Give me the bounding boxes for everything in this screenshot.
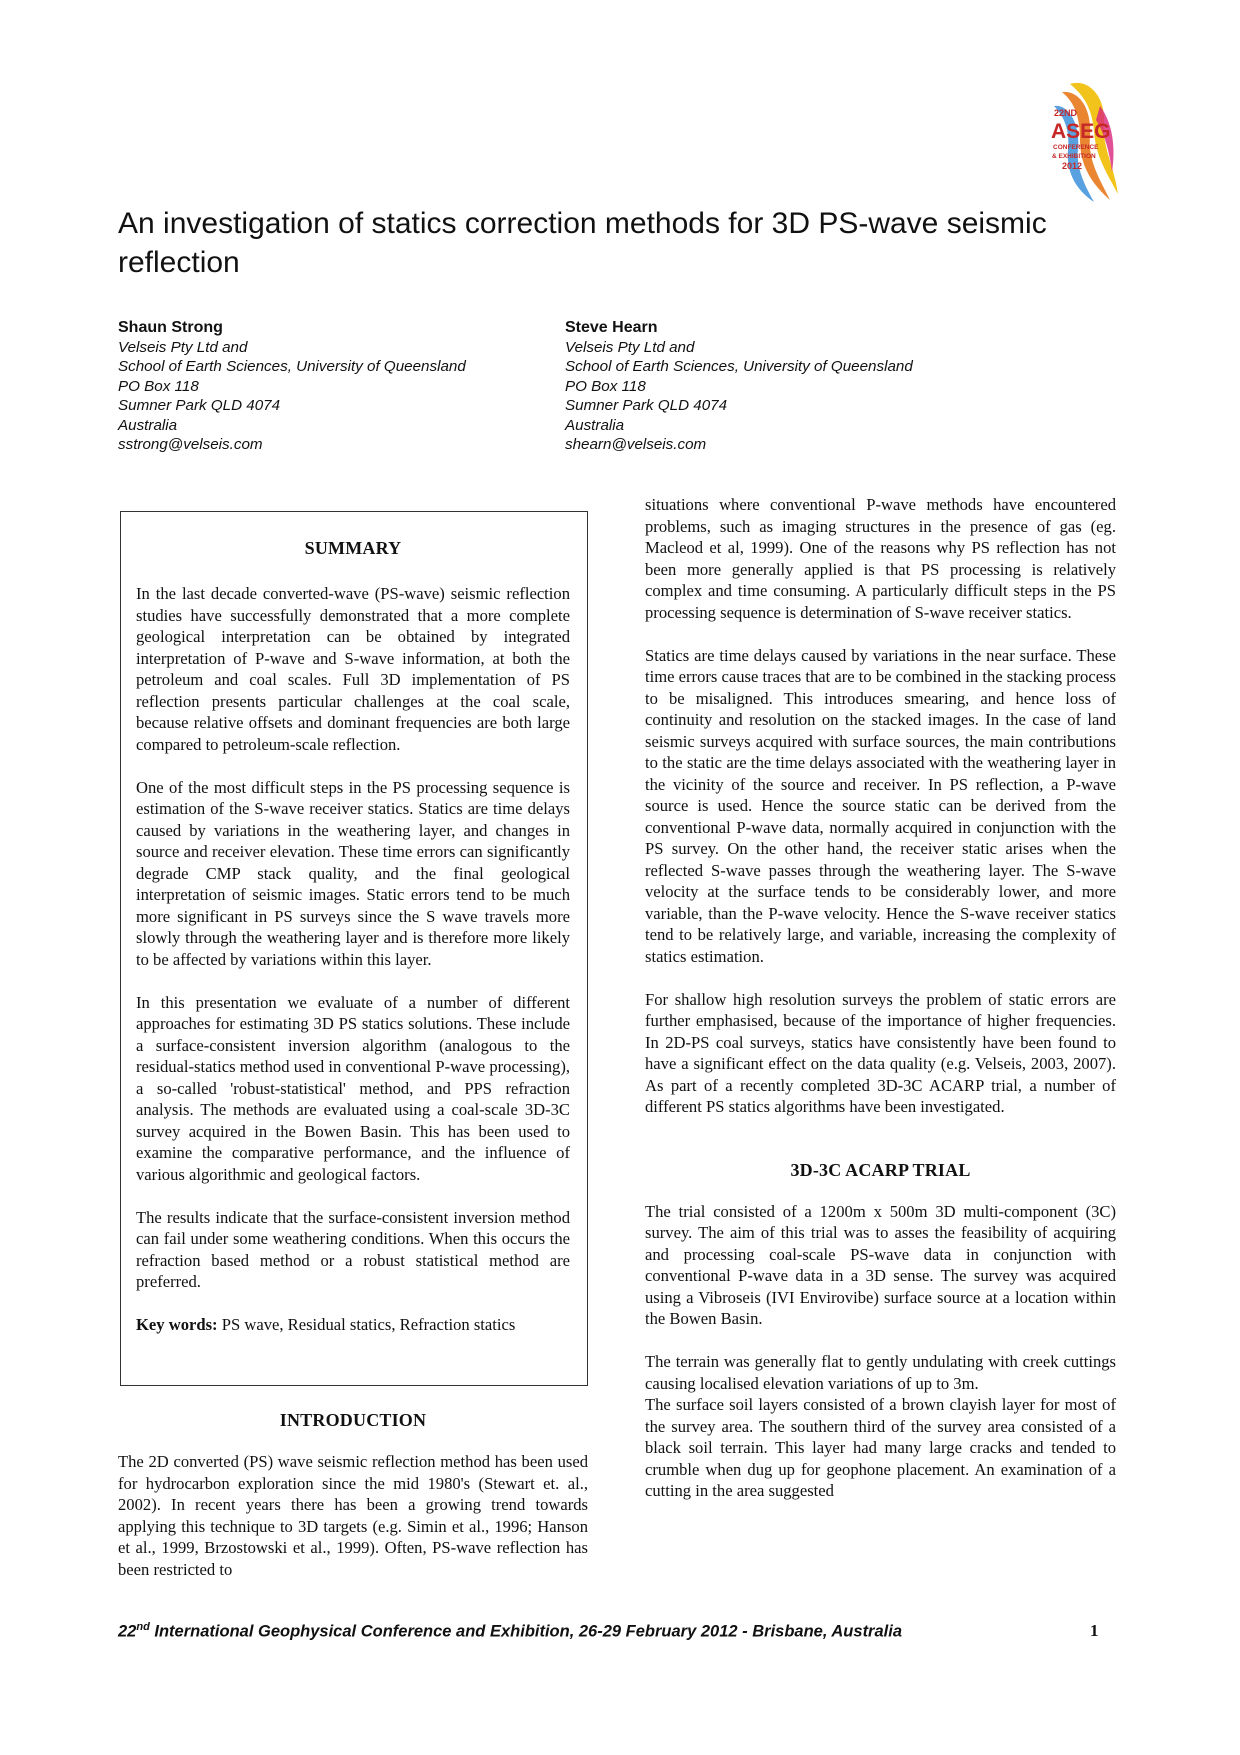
body-paragraph: Statics are time delays caused by variations in the near surface. These time errors cause traces that are to be combined in the stacking process to be misaligned. This introduces smearing, and hence loss of continuity and resolution on the stacked images. In the case of land seismic surveys acquired with surface sources, the main contributions to the static are the time delays associated with the weathering layer in the vicinity of the source and receiver. In PS reflection, a P-wave source is used. Hence the source static can be derived from the conventional P-wave data, normally acquired in conjunction with the PS survey. On the other hand, the receiver static arises when the reflected S-wave passes through the weathering layer. The S-wave velocity at the surface tends to be considerably lower, and more variable, than the P-wave velocity. Hence the S-wave receiver statics tend to be relatively large, and variable, increasing the complexity of statics estimation.	[645, 645, 1116, 966]
footer-text: International Geophysical Conference and Exhibition, 26-29 February 2012 - Brisbane, Australia	[149, 1622, 903, 1641]
logo-ordinal: 22ND	[1054, 108, 1078, 118]
body-paragraph: For shallow high resolution surveys the problem of static errors are further emphasised, because of the importance of higher frequencies. In 2D-PS coal surveys, statics have consistently have been found to have a significant effect on the data quality (e.g. Velseis, 2003, 2007). As part of a recently completed 3D-3C ACARP trial, a number of different PS statics algorithms have been investigated.	[645, 989, 1116, 1116]
body-paragraph: situations where conventional P-wave methods have encountered problems, such as imaging structures in the presence of gas (eg. Macleod et al, 1999). One of the reasons why PS reflection has not been more generally applied is that PS processing is relatively complex and time consuming. A particularly difficult steps in the PS processing sequence is determination of S-wave receiver statics.	[645, 495, 1116, 622]
author-country: Australia	[565, 416, 625, 434]
footer-ordinal: 22	[118, 1622, 137, 1641]
keywords-label: Key words:	[136, 1315, 218, 1334]
acarp-trial-heading: 3D-3C ACARP TRIAL	[790, 1159, 971, 1180]
body-paragraph: The trial consisted of a 1200m x 500m 3D multi-component (3C) survey. The aim of this trial was to asses the feasibility of acquiring and processing coal-scale PS-wave data in conjunction with conventional P-wave data in a 3D sense. The survey was acquired using a Vibroseis (IVI Envirovibe) surface source at a location within the Bowen Basin.	[645, 1201, 1116, 1328]
author-block-1	[118, 318, 548, 455]
summary-paragraph: One of the most difficult steps in the PS processing sequence is estimation of the S-wave receiver statics. Statics are time delays caused by variations in the weathering layer, and changes in source and receiver elevation. These time errors can significantly degrade CMP stack quality, and the final geological interpretation of seismic images. Static errors tend to be much more significant in PS surveys since the S wave travels more slowly through the weathering layer and is therefore more likely to be affected by variations within this layer.	[136, 777, 570, 969]
right-column	[645, 494, 1116, 1502]
author-name: Shaun Strong	[118, 319, 223, 336]
author-address: PO Box 118	[565, 377, 646, 395]
keywords-line	[136, 1314, 570, 1336]
author-affiliation: School of Earth Sciences, University of Queensland	[565, 358, 913, 375]
page-number: 1	[1090, 1621, 1099, 1640]
author-affiliation: School of Earth Sciences, University of Queensland	[118, 358, 466, 375]
introduction-heading: INTRODUCTION	[279, 1410, 427, 1430]
summary-paragraph: In the last decade converted-wave (PS-wave) seismic reflection studies have successfully demonstrated that a more complete geological interpretation can be obtained by integrated interpretation of P-wave and S-wave information, at both the petroleum and coal scales. Full 3D implementation of PS reflection presents particular challenges at the coal scale, because relative offsets and dominant frequencies are both large compared to petroleum-scale reflection.	[136, 584, 570, 754]
body-paragraph: The terrain was generally flat to gently undulating with creek cuttings causing localised elevation variations of up to 3m.	[645, 1352, 1116, 1393]
aseg-logo-graphic	[1040, 76, 1120, 204]
summary-paragraph: The results indicate that the surface-consistent inversion method can fail under some weathering conditions. When this occurs the refraction based method or a robust statistical method are preferred.	[136, 1207, 570, 1291]
author-email: sstrong@velseis.com	[118, 436, 263, 453]
keywords-text: PS wave, Residual statics, Refraction statics	[221, 1315, 516, 1334]
author-block-2	[565, 318, 995, 455]
author-address: Sumner Park QLD 4074	[565, 397, 728, 414]
paper-title: An investigation of statics correction methods for 3D PS-wave seismic reflection	[118, 207, 1047, 279]
author-address: PO Box 118	[118, 377, 199, 395]
logo-year: 2012	[1062, 161, 1083, 171]
introduction-paragraph: The 2D converted (PS) wave seismic reflection method has been used for hydrocarbon exploration since the mid 1980's (Stewart et. al., 2002). In recent years there has been a growing trend towards applying this technique to 3D targets (e.g. Simin et al., 1996; Hanson et al., 1999, Brzostowski et al., 1999). Often, PS-wave reflection has been restricted to	[118, 1452, 588, 1579]
author-email: shearn@velseis.com	[565, 436, 707, 453]
logo-line2: & EXHIBITION	[1052, 153, 1096, 160]
author-address: Sumner Park QLD 4074	[118, 397, 281, 414]
summary-paragraph: In this presentation we evaluate of a number of different approaches for estimating 3D PS statics solutions. These include a surface-consistent inversion algorithm (analogous to the residual-statics method used in conventional P-wave processing), a so-called 'robust-statistical' method, and PPS refraction analysis. The methods are evaluated using a coal-scale 3D-3C survey acquired in the Bowen Basin. This has been used to examine the comparative performance, and the influence of various algorithmic and geological factors.	[136, 992, 570, 1184]
footer-ordinal-suffix: nd	[136, 1621, 150, 1633]
summary-heading: SUMMARY	[304, 538, 402, 558]
summary-box	[120, 511, 588, 1386]
author-country: Australia	[118, 416, 178, 434]
aseg-conference-logo	[1040, 76, 1120, 204]
logo-line1: CONFERENCE	[1053, 144, 1099, 151]
introduction-section	[118, 1410, 588, 1580]
author-affiliation: Velseis Pty Ltd and	[565, 338, 695, 356]
logo-name: ASEG	[1051, 120, 1111, 143]
page-footer	[118, 1621, 1108, 1642]
body-paragraph: The surface soil layers consisted of a brown clayish layer for most of the survey area. The southern third of the survey area consisted of a black soil terrain. This layer had many large cracks and tended to crumble when dug up for geophone placement. An examination of a cutting in the area suggested	[645, 1395, 1116, 1500]
author-affiliation: Velseis Pty Ltd and	[118, 338, 248, 356]
author-name: Steve Hearn	[565, 319, 658, 336]
